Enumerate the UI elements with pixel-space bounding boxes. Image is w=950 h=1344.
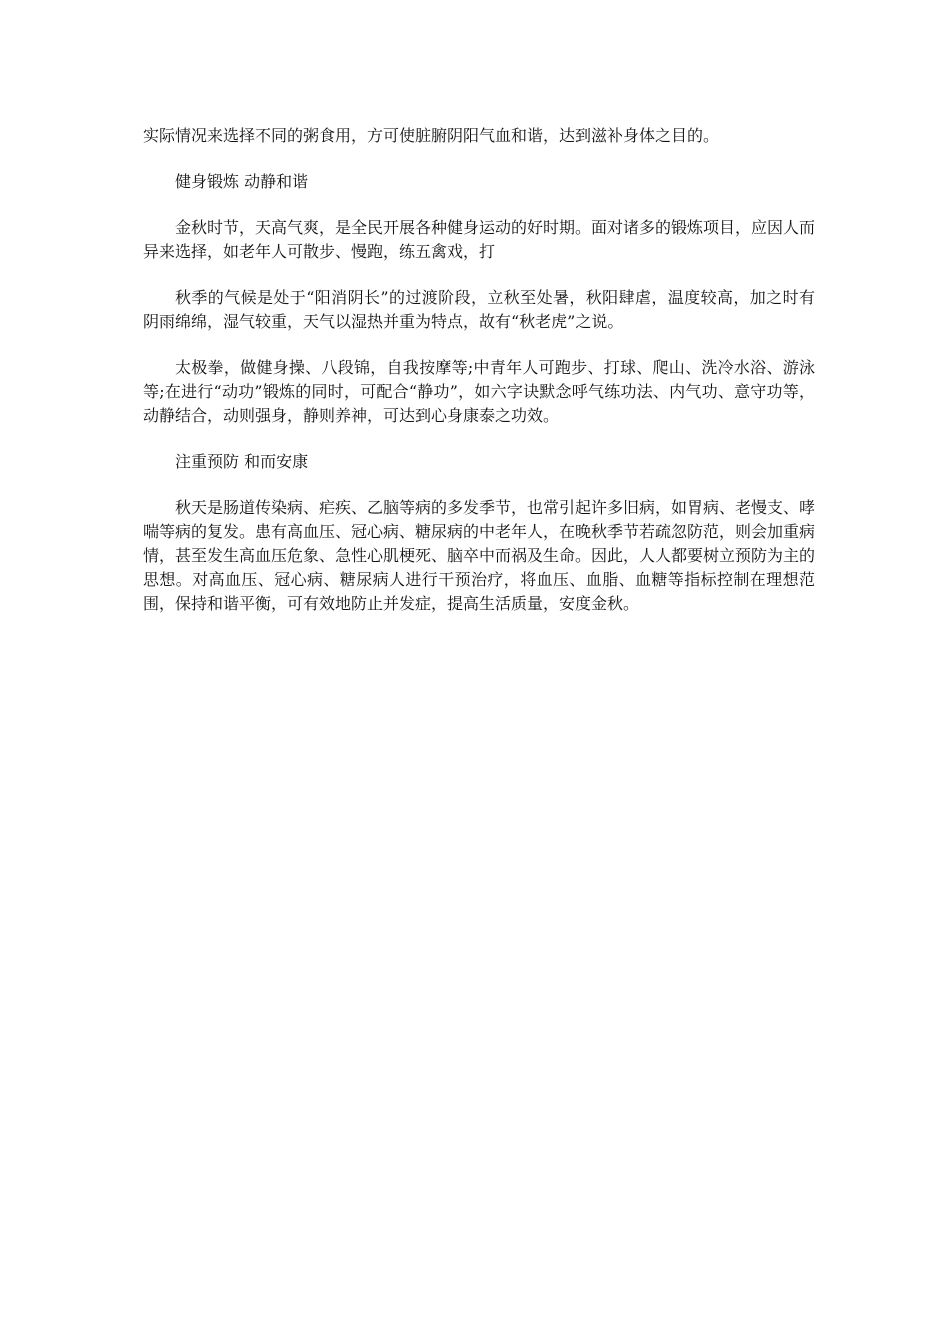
document-body: [143, 124, 815, 638]
paragraph-autumn-exercise: 金秋时节，天高气爽，是全民开展各种健身运动的好时期。面对诸多的锻炼项目，应因人而异来选择，如老年人可散步、慢跑，练五禽戏，打: [143, 218, 816, 261]
section-heading-exercise: 健身锻炼 动静和谐: [175, 172, 309, 191]
paragraph-autumn-climate: 秋季的气候是处于“阳消阴长”的过渡阶段，立秋至处暑，秋阳肆虐，温度较高，加之时有阴雨绵绵，湿气较重，天气以湿热并重为特点，故有“秋老虎”之说。: [143, 288, 815, 331]
paragraph-continuation: 实际情况来选择不同的粥食用，方可使脏腑阴阳气血和谐，达到滋补身体之目的。: [143, 126, 720, 145]
paragraph-disease-prevention: 秋天是肠道传染病、疟疾、乙脑等病的多发季节，也常引起许多旧病，如胃病、老慢支、哮喘等病的复发。患有高血压、冠心病、糖尿病的中老年人，在晚秋季节若疏忽防范，则会加重病情，甚至发生高血压危象、急性心肌梗死、脑卒中而祸及生命。因此，人人都要树立预防为主的思想。对高血压、冠心病、糖尿病人进行干预治疗，将血压、血脂、血糖等指标控制在理想范围，保持和谐平衡，可有效地防止并发症，提高生活质量，安度金秋。: [143, 498, 816, 613]
paragraph-exercise-types: 太极拳，做健身操、八段锦，自我按摩等;中青年人可跑步、打球、爬山、洗冷水浴、游泳等;在进行“动功”锻炼的同时，可配合“静功”，如六字诀默念呼气练功法、内气功、意守功等，动静结合，动则强身，静则养神，可达到心身康泰之功效。: [143, 358, 815, 425]
section-heading-prevention: 注重预防 和而安康: [175, 452, 309, 471]
